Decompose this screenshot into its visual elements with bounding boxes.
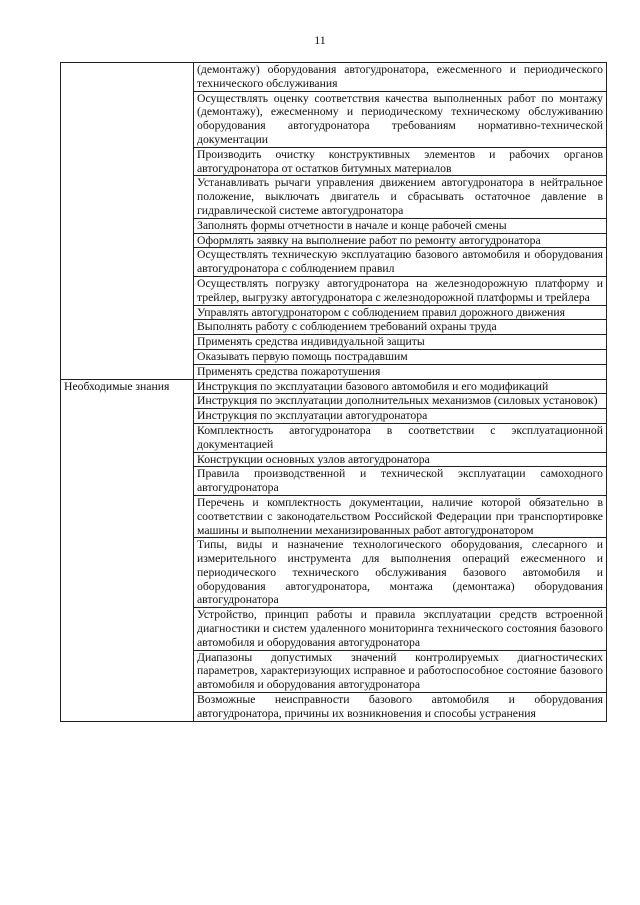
table-cell: Управлять автогудронатором с соблюдением правил дорожного движения — [194, 305, 607, 320]
table-cell: Диапазоны допустимых значений контролируемых диагностических параметров, характеризующих исправное и работоспособное состояние базового автомобиля и оборудования автогудронатора — [194, 650, 607, 692]
table-cell: Конструкции основных узлов автогудронатора — [194, 452, 607, 467]
competency-table — [60, 62, 607, 722]
table-cell: Производить очистку конструктивных элементов и рабочих органов автогудронатора от остатков битумных материалов — [194, 147, 607, 176]
table-cell: Правила производственной и технической эксплуатации самоходного автогудронатора — [194, 467, 607, 496]
table-cell: Применять средства индивидуальной защиты — [194, 335, 607, 350]
table-cell: Инструкция по эксплуатации дополнительных механизмов (силовых установок) — [194, 394, 607, 409]
table-cell: Выполнять работу с соблюдением требований охраны труда — [194, 320, 607, 335]
table-cell: Оказывать первую помощь пострадавшим — [194, 349, 607, 364]
section-label-knowledge: Необходимые знания — [61, 379, 194, 721]
table-cell: Осуществлять погрузку автогудронатора на железнодорожную платформу и трейлер, выгрузку автогудронатора с железнодорожной платформы и трейлера — [194, 276, 607, 305]
table-cell: Комплектность автогудронатора в соответствии с эксплуатационной документацией — [194, 423, 607, 452]
table-cell: Устройство, принцип работы и правила эксплуатации средств встроенной диагностики и систем удаленного мониторинга технического состояния базового автомобиля и оборудования автогудронатора — [194, 608, 607, 650]
table-row — [61, 379, 607, 394]
table-cell: Применять средства пожаротушения — [194, 364, 607, 379]
table-cell: (демонтажу) оборудования автогудронатора, ежесменного и периодического технического обслуживания — [194, 63, 607, 92]
table-cell: Осуществлять оценку соответствия качества выполненных работ по монтажу (демонтажу), ежесменному и периодическому техническому обслуживанию оборудования автогудронатора требованиям нормативно-технической документации — [194, 91, 607, 147]
page-number: 11 — [314, 33, 326, 47]
table-row — [61, 63, 607, 92]
table-cell: Устанавливать рычаги управления движением автогудронатора в нейтральное положение, выключать двигатель и сбрасывать остаточное давление в гидравлической системе автогудронатора — [194, 176, 607, 218]
table-cell: Инструкция по эксплуатации базового автомобиля и его модификаций — [194, 379, 607, 394]
table-cell: Заполнять формы отчетности в начале и конце рабочей смены — [194, 218, 607, 233]
table-cell: Инструкция по эксплуатации автогудронатора — [194, 409, 607, 424]
table-cell: Осуществлять техническую эксплуатацию базового автомобиля и оборудования автогудронатора с соблюдением правил — [194, 248, 607, 277]
section-label-skills — [61, 63, 194, 380]
table-cell: Возможные неисправности базового автомобиля и оборудования автогудронатора, причины их возникновения и способы устранения — [194, 693, 607, 722]
table-cell: Оформлять заявку на выполнение работ по ремонту автогудронатора — [194, 233, 607, 248]
table-cell: Типы, виды и назначение технологического оборудования, слесарного и измерительного инструмента для выполнения операций ежесменного и периодического технического обслуживания базового автомобиля и оборудования автогудронатора, монтажа (демонтажа) оборудования автогудронатора — [194, 538, 607, 608]
table-cell: Перечень и комплектность документации, наличие которой обязательно в соответствии с законодательством Российской Федерации при транспортировке машины и выполнении механизированных работ автогудронатором — [194, 495, 607, 537]
